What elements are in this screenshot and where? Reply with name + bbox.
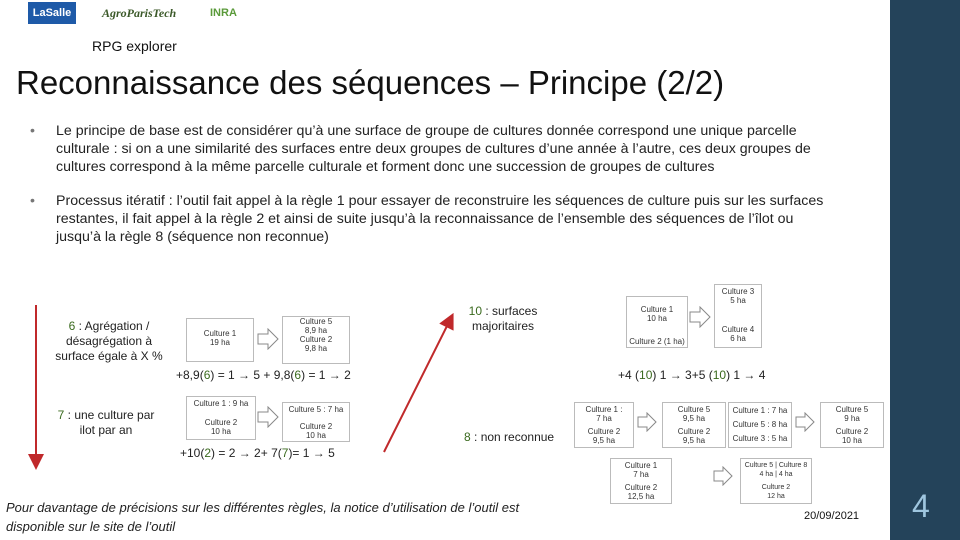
rule-8-label: 8 : non reconnue [464,430,555,444]
lasalle-logo: LaSalle [28,2,76,24]
subtitle: RPG explorer [92,38,177,54]
footnote: Pour davantage de précisions sur les différentes règles, la notice d’utilisation de l’outil est disponible sur le site de l’outil [6,500,520,534]
thumb-rule7-after: Culture 5 : 7 ha Culture 2 10 ha [282,402,350,442]
thumb-rule6-before: Culture 1 19 ha [186,318,254,362]
thumb-rule10-before: Culture 1 10 ha Culture 2 (1 ha) [626,296,688,348]
bullet-text: Processus itératif : l’outil fait appel à la règle 1 pour essayer de reconstruire les séquences de culture puis sur les surfaces restantes, il fait appel à la règle 2 et ainsi de suite jusqu’à la reconnaissance de l’ensemble des séquences de l’îlot ou jusqu’à la règle 8 (séquence non reconnue) [56,193,824,245]
date: 20/09/2021 [804,510,860,522]
right-arrow-icon [688,306,712,328]
rule-10-label: 10 : surfaces majoritaires [468,304,538,333]
slide-number: 4 [912,488,930,524]
agroparistech-logo: AgroParisTech [102,5,177,20]
rule-7-label: 7 : une culture par ilot par an [57,408,155,437]
thumb-rule8-b: Culture 5 9,5 ha Culture 2 9,5 ha [662,402,726,448]
bullet-dot-icon: • [30,123,35,139]
thumb-rule7-before: Culture 1 : 9 ha Culture 2 10 ha [186,396,256,440]
right-arrow-icon [794,412,816,432]
bullet-text: Le principe de base est de considérer qu’à une surface de groupe de cultures donnée correspond une unique parcelle culturale : si on a une similarité des surfaces entre deux groupes de cultures d’une année à l’autre, ces deux groupes de cultures correspond à la même parcelle culturale et forment donc une succession de groupes de cultures [56,123,811,175]
thumb-rule6-after: Culture 5 8,9 ha Culture 2 9,8 ha [282,316,350,364]
rule-7-equation: +10(2) = 2 → 2+ 7(7)= 1 → 5 [180,446,335,460]
right-arrow-icon [712,466,734,486]
up-arrow-icon [384,320,450,452]
thumb-rule8-f: Culture 5 | Culture 8 4 ha | 4 ha Culture 2 12 ha [740,458,812,504]
rule-6-label: 6 : Agrégation / désagrégation à surface égale à X % [55,319,163,363]
right-arrow-icon [636,412,658,432]
inra-logo: INRA [210,7,237,19]
page-title: Reconnaissance des séquences – Principe (2/2) [16,64,725,101]
rule-6-equation: +8,9(6) = 1 → 5 + 9,8(6) = 1 → 2 [176,368,351,382]
thumb-rule8-a: Culture 1 : 7 ha Culture 2 9,5 ha [574,402,634,448]
right-arrow-icon [256,328,280,350]
rule-10-equation: +4 (10) 1 → 3+5 (10) 1 → 4 [618,368,766,382]
thumb-rule10-after: Culture 3 5 ha Culture 4 6 ha [714,284,762,348]
thumb-rule8-c: Culture 1 : 7 ha Culture 5 : 8 ha Culture 3 : 5 ha [728,402,792,448]
right-arrow-icon [256,406,280,428]
bullet-dot-icon: • [30,193,35,209]
thumb-rule8-d: Culture 5 9 ha Culture 2 10 ha [820,402,884,448]
thumb-rule8-e: Culture 1 7 ha Culture 2 12,5 ha [610,458,672,504]
